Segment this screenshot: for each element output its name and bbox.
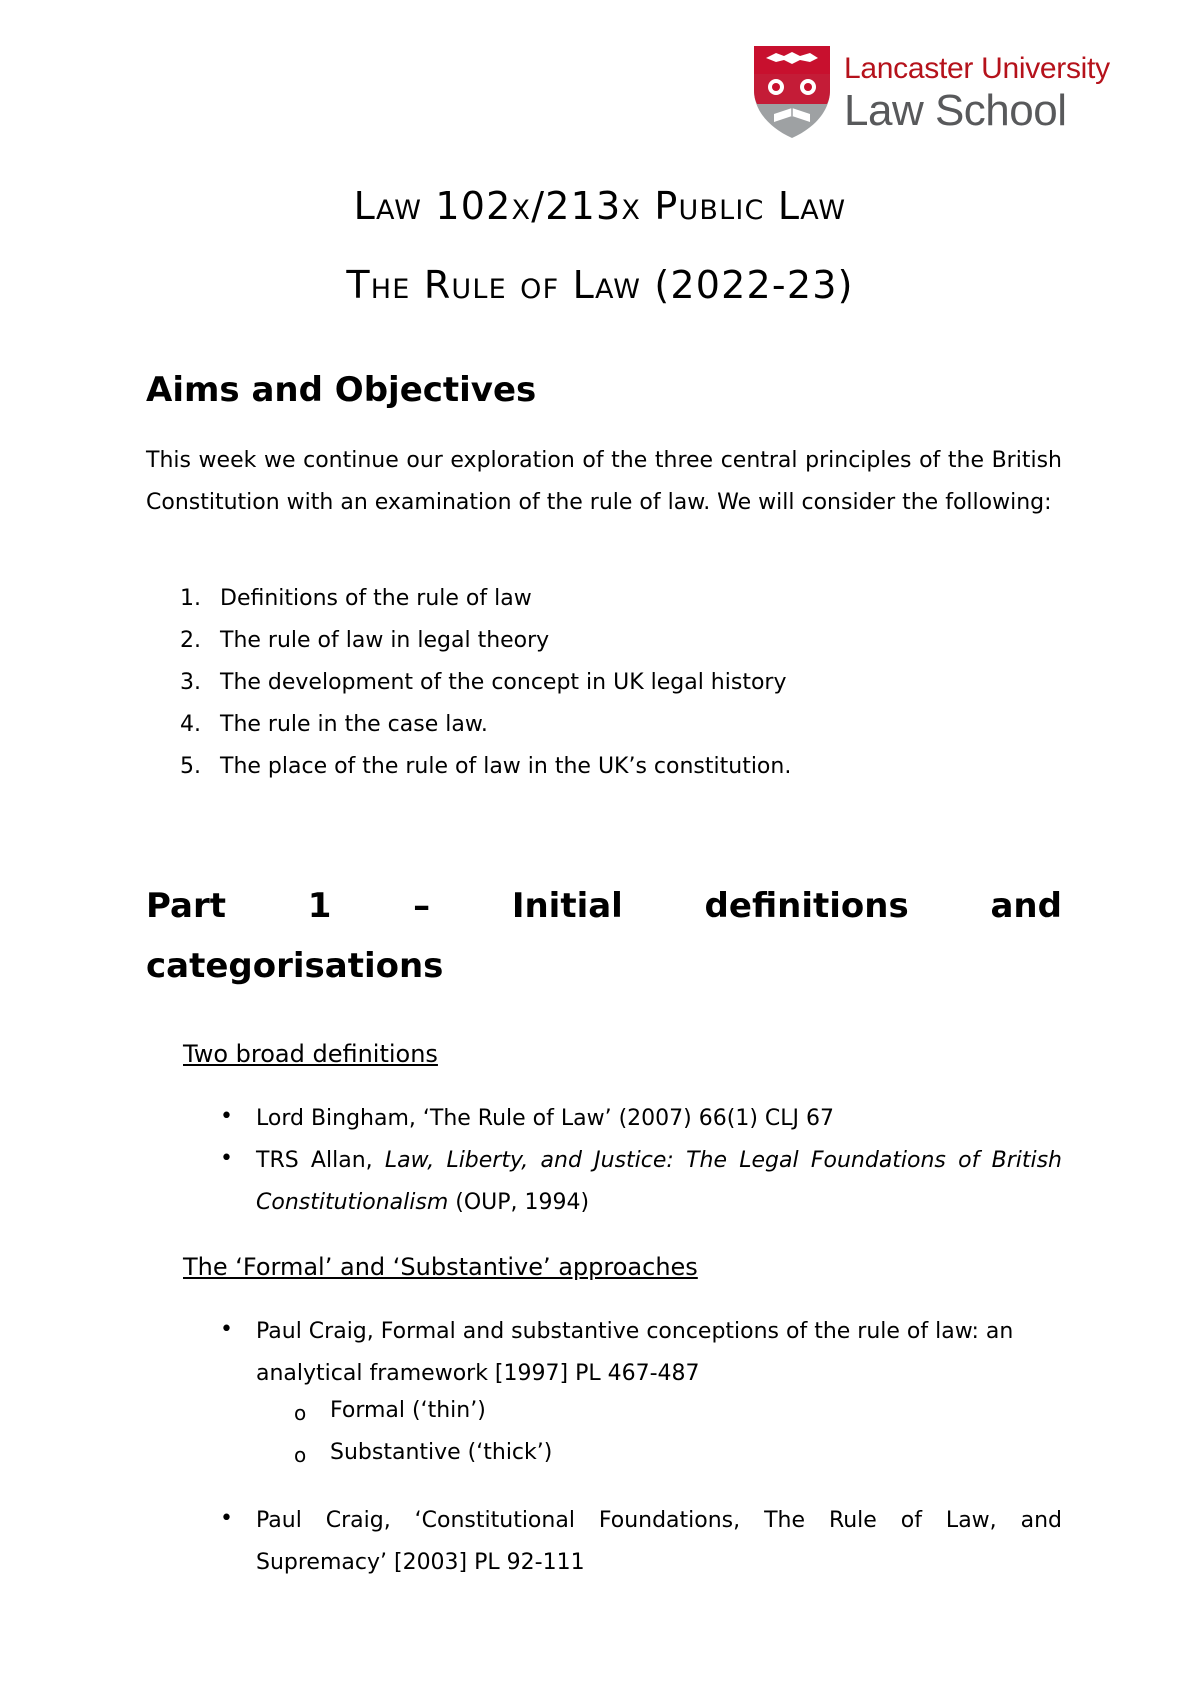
bullet-icon: • (220, 1146, 233, 1171)
list-item-number: 1. (180, 586, 201, 611)
part1-heading (146, 886, 1062, 986)
list-item-text: Definitions of the rule of law (220, 586, 532, 611)
part1-heading-word: and (990, 886, 1062, 926)
list-item-text: The rule in the case law. (220, 712, 488, 737)
two-broad-definitions-heading: Two broad definitions (183, 1040, 438, 1068)
part1-heading-line-1 (146, 886, 1062, 926)
aims-paragraph: This week we continue our exploration of the three central principles of the British Constitution with an examination of the rule of law. We will consider the following: (146, 448, 1062, 515)
list-item-number: 4. (180, 712, 201, 737)
part1-heading-word: Part (146, 886, 226, 926)
craig-2003-reference: Paul Craig, ‘Constitutional Foundations, The Rule of Law, and Supremacy’ [2003] PL 92-111 (256, 1508, 1062, 1575)
bullet-icon: • (220, 1317, 233, 1342)
substantive-thick-item: Substantive (‘thick’) (330, 1440, 553, 1465)
list-item-number: 3. (180, 670, 201, 695)
sub-bullet-icon: o (294, 1443, 307, 1467)
part1-heading-line-2: categorisations (146, 946, 444, 986)
document-title-line-2: The Rule of Law (2022-23) (346, 263, 854, 307)
list-item-number: 2. (180, 628, 201, 653)
allan-book-title: Law, Liberty, and Justice: The Legal Foundations of British Constitutionalism (256, 1148, 1062, 1215)
document-title-line-1: Law 102x/213x Public Law (353, 184, 847, 228)
formal-substantive-heading: The ‘Formal’ and ‘Substantive’ approaches (183, 1253, 698, 1281)
lancaster-crest-icon (752, 44, 832, 140)
list-item-text: The place of the rule of law in the UK’s constitution. (220, 754, 792, 779)
part1-heading-word: – (413, 886, 431, 926)
list-item-text: The development of the concept in UK legal history (220, 670, 787, 695)
allan-author: TRS Allan, (256, 1148, 385, 1173)
aims-heading: Aims and Objectives (146, 370, 537, 410)
bullet-icon: • (220, 1506, 233, 1531)
craig-1997-reference: Paul Craig, Formal and substantive conceptions of the rule of law: an analytical framework [1997] PL 467-487 (256, 1319, 1014, 1386)
allan-reference (256, 1140, 1062, 1224)
bingham-reference: Lord Bingham, ‘The Rule of Law’ (2007) 66(1) CLJ 67 (256, 1106, 834, 1131)
part1-heading-word: 1 (307, 886, 332, 926)
list-item (180, 586, 532, 611)
list-item-number: 5. (180, 754, 201, 779)
lancaster-logo (752, 44, 1132, 140)
sub-bullet-icon: o (294, 1401, 307, 1425)
logo-university-name: Lancaster University (844, 52, 1110, 85)
list-item-text: The rule of law in legal theory (220, 628, 550, 653)
allan-publisher: (OUP, 1994) (448, 1190, 590, 1215)
list-item (180, 712, 488, 737)
part1-heading-word: Initial (511, 886, 623, 926)
logo-school-name: Law School (844, 86, 1067, 135)
list-item (180, 628, 549, 653)
formal-thin-item: Formal (‘thin’) (330, 1398, 486, 1423)
bullet-icon: • (220, 1104, 233, 1129)
list-item (180, 754, 791, 779)
list-item (180, 670, 786, 695)
part1-heading-word: definitions (704, 886, 909, 926)
